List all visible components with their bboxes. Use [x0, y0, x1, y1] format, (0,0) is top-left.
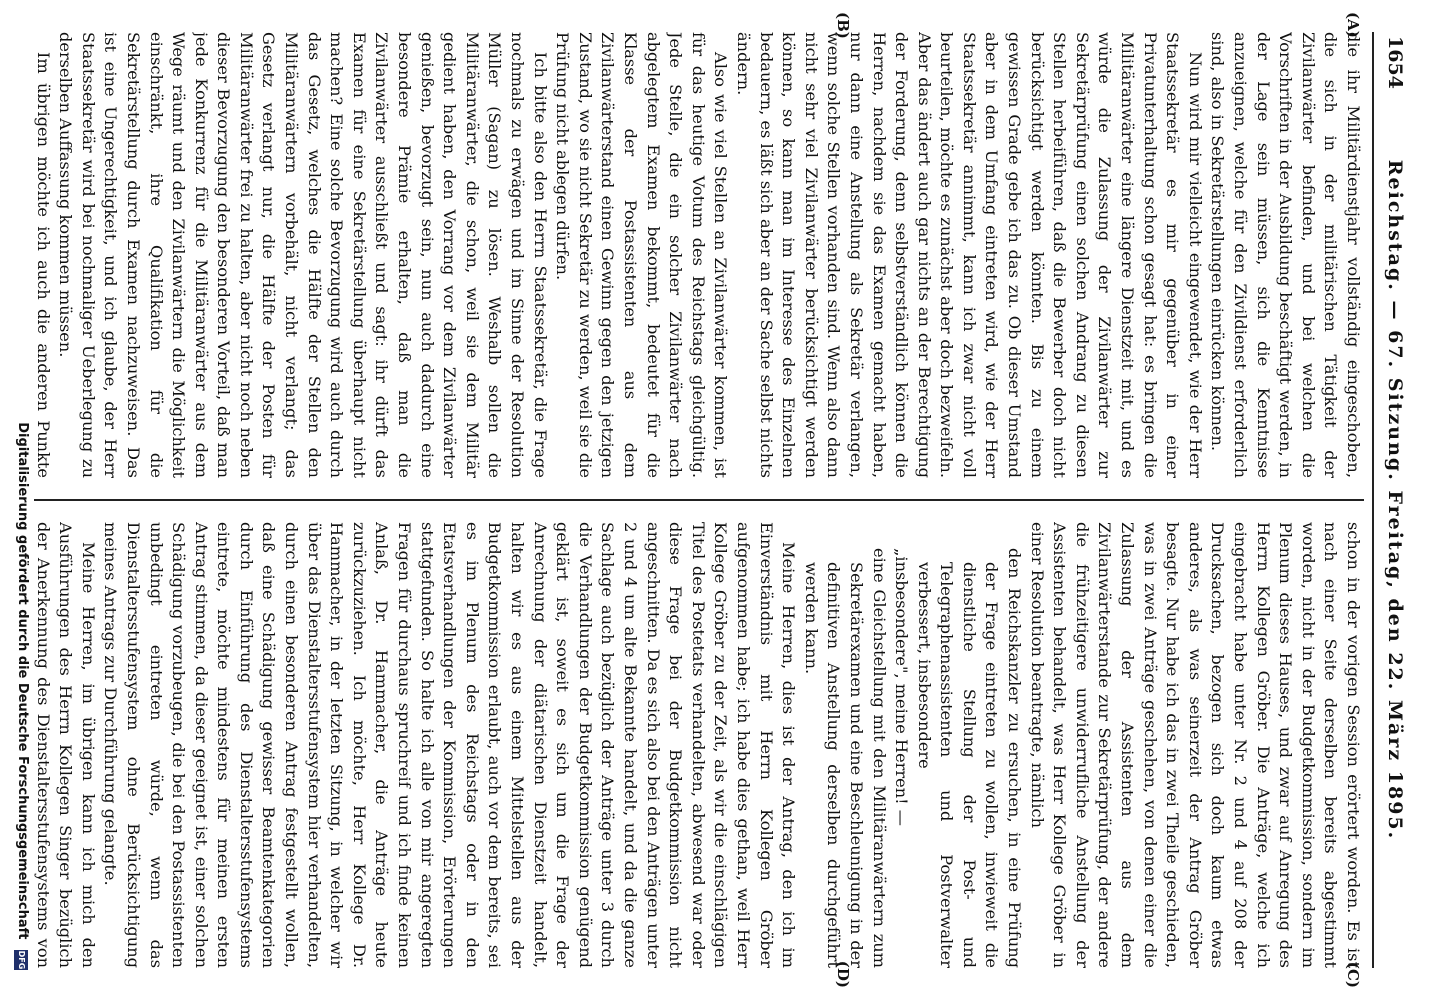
page-header	[1372, 32, 1408, 968]
left-column	[34, 32, 1364, 478]
dfg-logo-icon: DFG	[14, 950, 28, 970]
footer-text: Digitalisierung gefördert durch die Deutsche Forschungsgemeinschaft	[15, 422, 30, 940]
text-columns	[24, 12, 1364, 988]
paragraph: Meine Herren, dies ist der Antrag, den ich im Einverständnis mit Herrn Kollegen Gröber aufgenommen habe; ich habe dies gethan, weil Herr Kollege Gröber zu der Zeit, als wir die einschlägigen Titel des Postetats verhandelten, abwesend war oder diese Frage bei der Budgetkommission nicht angeschnitten. Da es sich also bei den Anträgen unter 2 und 4 um alte Bekannte handelt, und da die ganze Sachlage auch bezüglich der Anträge unter 3 durch die Verhandlungen der Budgetkommission genügend geklärt ist, soweit es sich um die Frage der Anrechnung der diätarischen Dienstzeit handelt, halten wir es aus einem Mittelstellen aus der Budgetkommission erlaubt, auch vor dem bereits, sei es im Plenum des Reichstags oder in den Etatsverhandlungen der Kommission, Erörterungen stattgefunden. So halte ich alle von mir angeregten Fragen für durchaus spruchreif und ich finde keinen Anlaß, Dr. Hammacher, die Anträge heute zurückzuziehen. Ich möchte, Herr Kollege Dr. Hammacher, in der letzten Sitzung, in welcher wir über das Dienstaltersstufensystem hier verhandelten, durch einen besonderen Antrag festgestellt wollen, daß eine Schädigung gewisser Beamtenkategorien durch Einführung des Dienstaltersstufensystems eintrete, möchte mindestens für meinen ersten Antrag stimmen, da dieser geeignet ist, einer solchen Schädigung vorzubeugen, die bei den Postassistenten unbedingt eintreten würde, wenn das Dienstaltersstufensystem ohne Berücksichtigung meines Antrags zur Durchführung gelangte.	[101, 522, 799, 968]
column-divider	[34, 499, 1364, 501]
digitization-footer	[14, 30, 30, 970]
paragraph: Nun wird mir vielleicht eingewendet, wie der Herr Staatssekretär es mir gegenüber in einer Privatunterhaltung schon gesagt hat: es bringen die Militäranwärter eine längere Dienstzeit mit, und es würde die Zulassung der Zivilanwärter zur Sekretärprüfung einen solchen Andrang zu diesen Stellen herbeiführen, daß die Bewerber doch nicht berücksichtigt werden könnten. Bis zu einem gewissen Grade gebe ich das zu. Ob dieser Umstand aber in dem Umfang eintreten wird, wie der Herr Staatssekretär annimmt, kann ich zwar nicht voll beurteilen, möchte es zunächst aber doch bezweifeln. Aber das ändert auch gar nichts an der Berechtigung der Forderung, denn selbstverständlich können die Herren, nachdem sie das Examen gemacht haben, nur dann eine Anstellung als Sekretär verlangen, wenn solche Stellen vorhanden sind. Wenn also dann nicht sehr viel Zivilanwärter berücksichtigt werden können, so kann man im Interesse des Einzelnen bedauern, es läßt sich aber an der Sache selbst nichts ändern.	[733, 32, 1205, 478]
margin-mark-b: (B)	[834, 12, 852, 39]
paragraph: Im übrigen möchte ich auch die anderen Punkte	[34, 52, 53, 478]
scanned-page	[10, 10, 1422, 990]
paragraph: die ihr Militärdienstjahr vollständig eingeschoben, die sich in der militärischen Tätigkeit der Zivilanwärter befinden, und bei welchen die Vorschriften in der Ausbildung beschäftigt werden, in der Lage sein müssen, sich die Kenntnisse anzueignen, welche für den Zivildienst erforderlich sind, also in Sekretärstellungen einrücken können.	[1208, 32, 1363, 478]
margin-mark-d: (D)	[834, 960, 852, 988]
quoted-aside: „insbesondere", meine Herren! —	[892, 548, 912, 826]
paragraph: Also wie viel Stellen an Zivilanwärter kommen, ist für das heutige Votum des Reichstags gleichgültig. Jede Stelle, die ein solcher Zivilanwärter nach abgelegtem Examen bekommt, bedeutet für die Klasse der Postassistenten aus dem Zivilanwärterstand einen Gewinn gegen den jetzigen Zustand, wo sie nicht Sekretär zu werden, weil sie die Prüfung nicht ablegen dürfen.	[553, 32, 731, 478]
footer-credit	[14, 422, 30, 970]
paragraph: Ich bitte also den Herrn Staatssekretär, die Frage nochmals zu erwägen und im Sinne der Resolution Müller (Sagan) zu lösen. Weshalb sollen die Militäranwärter, die schon, weil sie dem Militär gedient haben, den Vorrang vor dem Zivilanwärter genießen, bevorzugt sein, nun auch dadurch eine besondere Prämie erhalten, daß man die Zivilanwärter ausschließt und sagt: ihr dürft das Examen für eine Sekretärstellung überhaupt nicht machen? Eine solche Bevorzugung wird auch durch das Gesetz, welches die Hälfte der Stellen den Militäranwärtern vorbehält, nicht verlangt; das Gesetz verlangt nur, die Hälfte der Posten für Militäranwärter frei zu halten, aber nicht noch neben dieser Bevorzugung den besonderen Vorteil, daß man jede Konkurrenz für die Militäranwärter aus dem Wege räumt und den Zivilanwärtern die Möglichkeit einschränkt, ihre Qualifikation für die Sekretärstellung durch Examen nachzuweisen. Das ist eine Ungerechtigkeit, und ich glaube, der Herr Staatssekretär wird bei nochmaliger Ueberlegung zu derselben Auffassung kommen müssen.	[56, 32, 550, 478]
paragraph: Meine Herren, im übrigen kann ich mich den Ausführungen des Herrn Kollegen Singer bezüglich der Anerkennung des Dienstaltersstufensystems von	[34, 522, 98, 968]
margin-mark-a: (A)	[1344, 12, 1362, 38]
paragraph: schon in der vorigen Session erörtert worden. Es ist nach einer Seite derselben bereits abgestimmt worden, nicht in der Budgetkommission, sondern im Plenum dieses Hauses, und zwar auf Anregung des Herrn Kollegen Gröber. Die Anträge, welche ich eingebracht habe unter Nr. 2 und 4 auf 208 der Drucksachen, bezogen sich doch kaum etwas anderes, als was seinerzeit der Antrag Gröber besagte. Nur habe ich das in zwei Theile geschieden, was in zwei Anträge geschehen, von denen einer die Zulassung der Assistenten aus dem Zivilanwärterstande zur Sekretärprüfung, der andere die frühzeitigere unwiderrufliche Anstellung der Assistenten behandelt, was Herr Kollege Gröber in einer Resolution beantragte, nämlich	[1027, 522, 1363, 968]
quoted-resolution: eine Gleichstellung mit den Militäranwärtern zum Sekretärexamen und eine Beschleunigung in der definitiven Anstellung derselben durchgeführt werden kann.	[801, 548, 889, 968]
quoted-resolution: den Reichskanzler zu ersuchen, in eine Prüfung der Frage eintreten zu wollen, inwieweit die dienstliche Stellung der Post- und Telegraphenassistenten und Postverwalter verbessert, insbesondere	[914, 548, 1025, 968]
running-title: Reichstag. — 67. Sitzung. Freitag, den 22. März 1895.	[1384, 159, 1406, 841]
right-column	[34, 522, 1364, 968]
margin-mark-c: (C)	[1344, 961, 1362, 988]
page-number: 1654	[1384, 36, 1406, 89]
